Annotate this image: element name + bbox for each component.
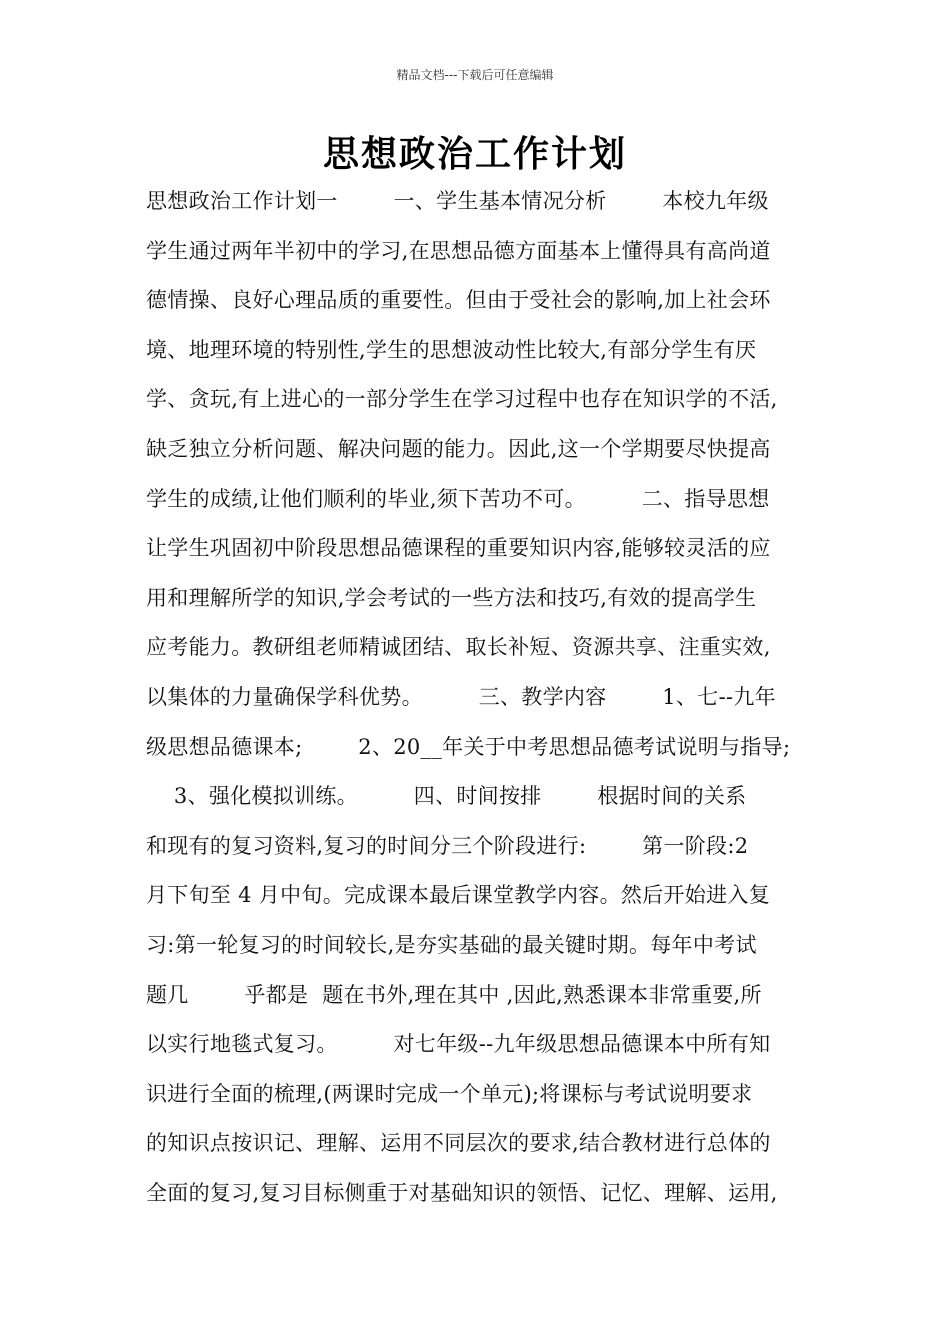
body-line: 学、贪玩,有上进心的一部分学生在学习过程中也存在知识学的不活, <box>146 387 778 412</box>
body-line: 境、地理环境的特别性,学生的思想波动性比较大,有部分学生有厌 <box>146 337 757 362</box>
body-line: 让学生巩固初中阶段思想品德课程的重要知识内容,能够较灵活的应 <box>146 536 771 561</box>
body-line: 应考能力。教研组老师精诚团结、取长补短、资源共享、注重实效, <box>146 635 771 660</box>
body-line: 的知识点按识记、理解、运用不同层次的要求,结合教材进行总体的 <box>146 1131 771 1156</box>
body-line: 德情操、良好心理品质的重要性。但由于受社会的影响,加上社会环 <box>146 288 771 313</box>
body-line: 级思想品德课本; 2、20__年关于中考思想品德考试说明与指导; <box>146 734 791 759</box>
body-line: 3、强化模拟训练。 四、时间按排 根据时间的关系 <box>146 784 747 809</box>
body-line: 习:第一轮复习的时间较长,是夯实基础的最关键时期。每年中考试 <box>146 932 757 957</box>
body-line: 学生通过两年半初中的学习,在思想品德方面基本上懂得具有高尚道 <box>146 238 771 263</box>
body-line: 思想政治工作计划一 一、学生基本情况分析 本校九年级 <box>146 189 769 213</box>
document-body <box>146 184 826 1225</box>
body-line: 题几 乎都是 题在书外,理在其中 ,因此,熟悉课本非常重要,所 <box>146 982 762 1007</box>
body-line: 以实行地毯式复习。 对七年级--九年级思想品德课本中所有知 <box>146 1032 771 1057</box>
body-line: 学生的成绩,让他们顺利的毕业,须下苦功不可。 二、指导思想 <box>146 486 770 511</box>
body-line: 用和理解所学的知识,学会考试的一些方法和技巧,有效的提高学生 <box>146 585 757 610</box>
body-line: 缺乏独立分析问题、解决问题的能力。因此,这一个学期要尽快提高 <box>146 436 771 461</box>
body-line: 全面的复习,复习目标侧重于对基础知识的领悟、记忆、理解、运用, <box>146 1180 778 1205</box>
body-line: 识进行全面的梳理,(两课时完成一个单元);将课标与考试说明要求 <box>146 1081 753 1106</box>
body-line: 月下旬至 4 月中旬。完成课本最后课堂教学内容。然后开始进入复 <box>146 883 771 908</box>
header-note: 精品文档---下载后可任意编辑 <box>396 68 554 82</box>
document-title: 思想政治工作计划 <box>322 134 627 175</box>
body-line: 以集体的力量确保学科优势。 三、教学内容 1、七--九年 <box>146 684 776 709</box>
body-line: 和现有的复习资料,复习的时间分三个阶段进行: 第一阶段:2 <box>146 833 749 858</box>
